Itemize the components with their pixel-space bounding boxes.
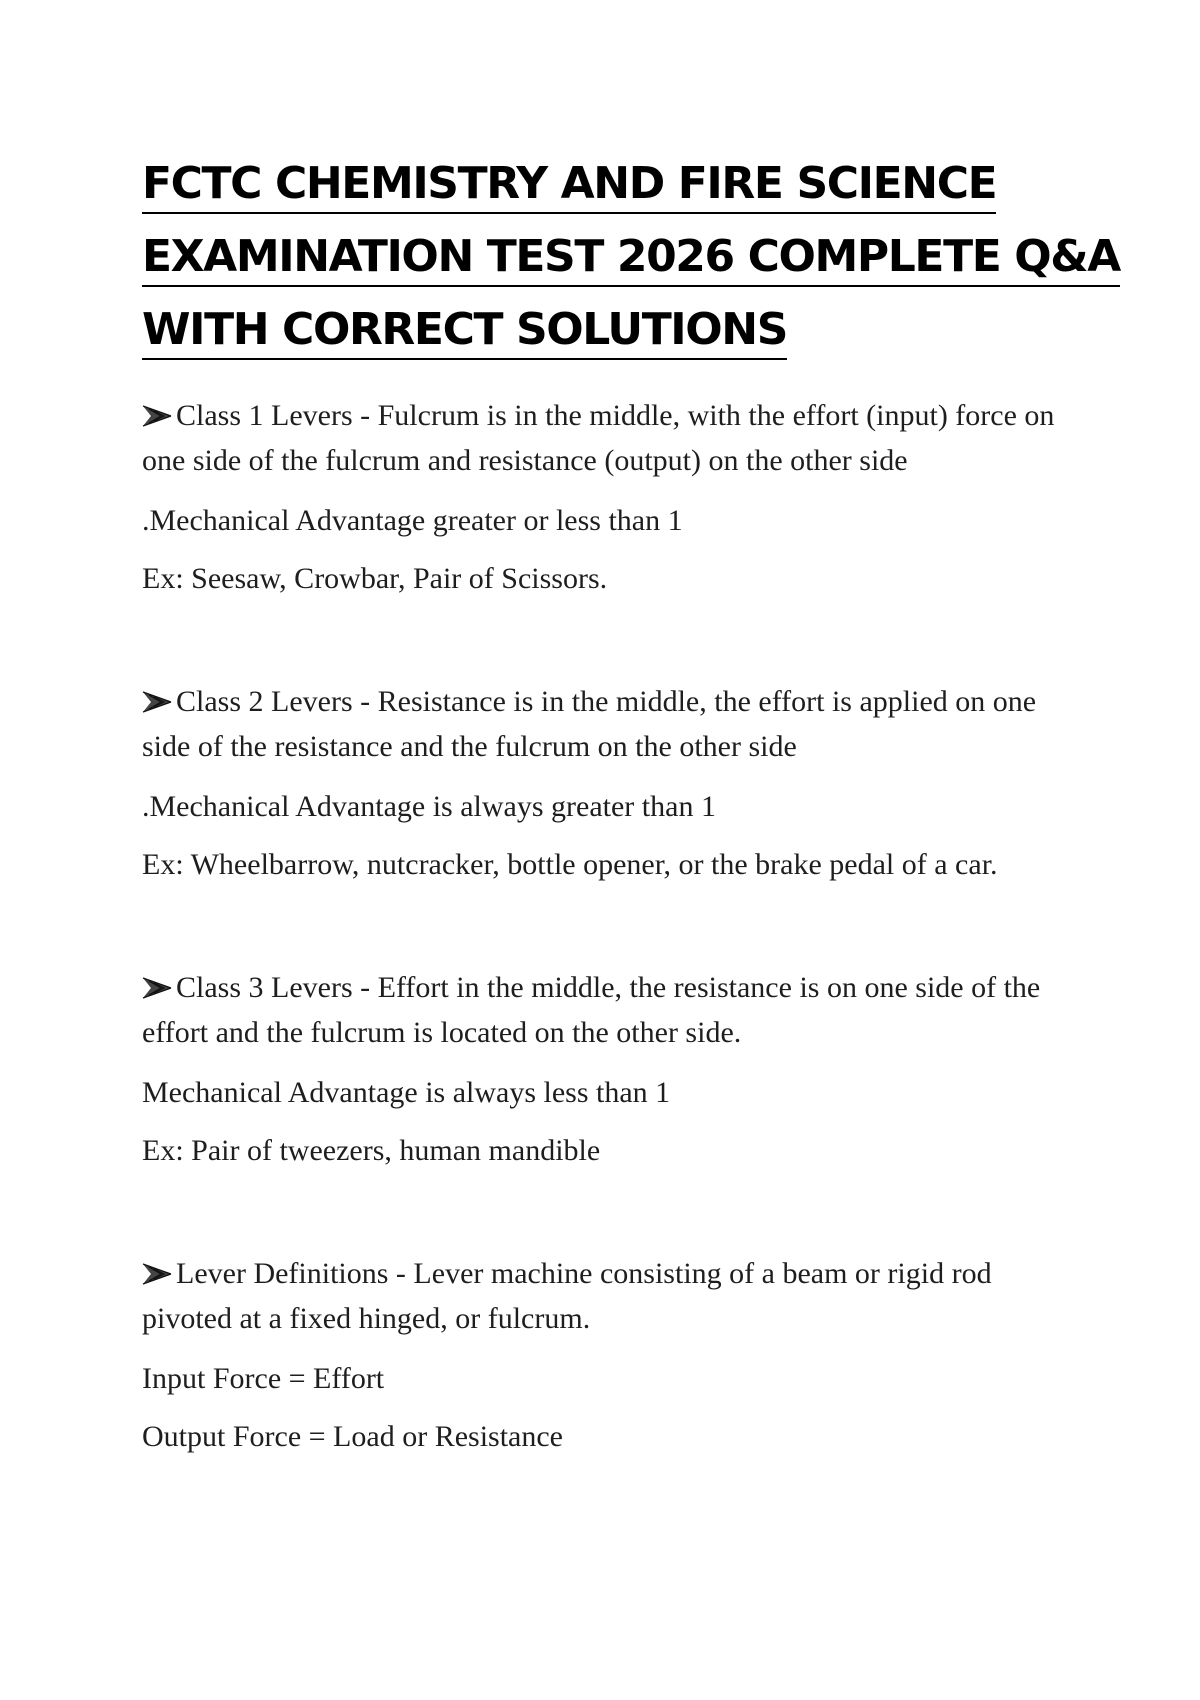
document-title	[142, 150, 1120, 369]
triple-chevron-right-icon	[142, 691, 172, 713]
body-line: Ex: Wheelbarrow, nutcracker, bottle opener, or the brake pedal of a car.	[142, 848, 998, 881]
body-line: Output Force = Load or Resistance	[142, 1420, 563, 1453]
triple-chevron-right-icon	[142, 1263, 172, 1285]
title-line: EXAMINATION TEST 2026 COMPLETE Q&A	[142, 229, 1120, 287]
title-line: WITH CORRECT SOLUTIONS	[142, 302, 787, 360]
body-line: .Mechanical Advantage is always greater than 1	[142, 790, 716, 823]
body-line: .Mechanical Advantage greater or less than 1	[142, 504, 683, 537]
title-line: FCTC CHEMISTRY AND FIRE SCIENCE	[142, 156, 996, 214]
section-class-3-levers	[142, 965, 1072, 1171]
triple-chevron-right-icon	[142, 405, 172, 427]
section-heading-text: Class 3 Levers - Effort in the middle, the resistance is on one side of the effort and the fulcrum is located on the other side.	[142, 971, 1041, 1049]
section-class-2-levers	[142, 679, 1072, 885]
section-heading-text: Class 2 Levers - Resistance is in the middle, the effort is applied on one side of the resistance and the fulcrum on the other side	[142, 685, 1037, 763]
section-heading	[142, 1251, 1072, 1341]
triple-chevron-right-icon	[142, 977, 172, 999]
body-line: Ex: Seesaw, Crowbar, Pair of Scissors.	[142, 562, 608, 595]
document-page	[142, 150, 1120, 1457]
body-line: Mechanical Advantage is always less than 1	[142, 1076, 671, 1109]
section-class-1-levers	[142, 393, 1072, 599]
section-heading	[142, 679, 1072, 769]
section-heading-text: Lever Definitions - Lever machine consisting of a beam or rigid rod pivoted at a fixed hinged, or fulcrum.	[142, 1257, 992, 1335]
body-line: Ex: Pair of tweezers, human mandible	[142, 1134, 601, 1167]
body-line: Input Force = Effort	[142, 1362, 385, 1395]
section-heading-text: Class 1 Levers - Fulcrum is in the middle, with the effort (input) force on one side of the fulcrum and resistance (output) on the other side	[142, 399, 1055, 477]
section-heading	[142, 393, 1072, 483]
section-lever-definitions	[142, 1251, 1072, 1457]
section-heading	[142, 965, 1072, 1055]
